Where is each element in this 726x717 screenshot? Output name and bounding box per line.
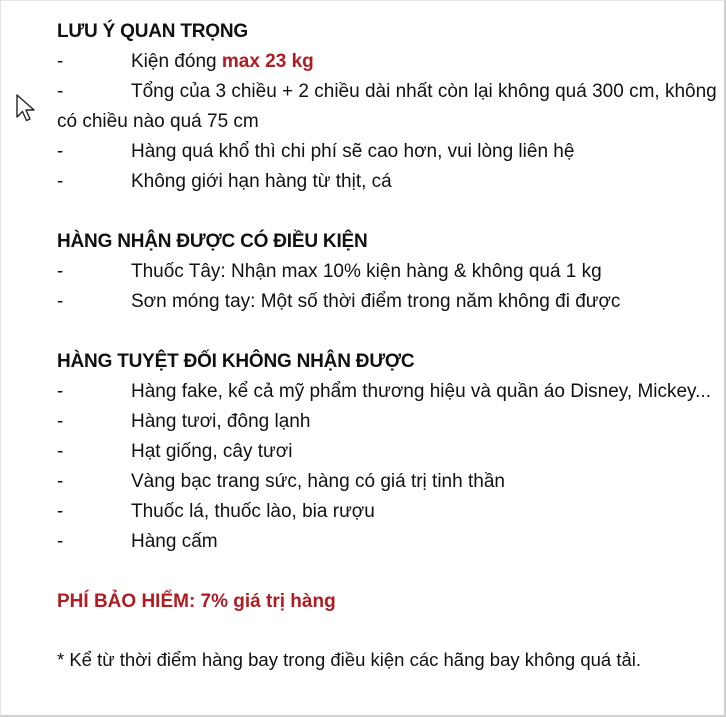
list-dash: - — [57, 171, 64, 192]
section-spacer — [57, 197, 717, 227]
list-dash: - — [57, 471, 64, 492]
item-text: Hạt giống, cây tươi — [131, 441, 293, 462]
item-text: Hàng tươi, đông lạnh — [131, 411, 311, 432]
list-item — [57, 77, 717, 137]
list-dash: - — [57, 381, 64, 402]
list-item — [57, 467, 717, 497]
item-text: Thuốc Tây: Nhận max 10% kiện hàng & không quá 1 kg — [131, 261, 602, 282]
list-item — [57, 257, 717, 287]
heading-conditional: HÀNG NHẬN ĐƯỢC CÓ ĐIỀU KIỆN — [57, 231, 368, 252]
section-spacer — [57, 557, 717, 587]
section-spacer — [57, 317, 717, 347]
list-dash: - — [57, 291, 64, 312]
mouse-pointer-icon — [15, 93, 37, 123]
list-dash: - — [57, 411, 64, 432]
list-dash: - — [57, 531, 64, 552]
list-dash: - — [57, 81, 64, 102]
item-text: Hàng quá khổ thì chi phí sẽ cao hơn, vui lòng liên hệ — [131, 141, 575, 162]
list-dash: - — [57, 501, 64, 522]
item-text: Tổng của 3 chiều + 2 chiều dài nhất còn lại không quá 300 cm, không có chiều nào quá 75 cm — [57, 81, 717, 132]
footnote: * Kể từ thời điểm hàng bay trong điều kiện các hãng bay không quá tải. — [57, 649, 642, 670]
list-item — [57, 167, 717, 197]
insurance-fee: PHÍ BẢO HIỂM: 7% giá trị hàng — [57, 591, 336, 612]
item-text: Không giới hạn hàng từ thịt, cá — [131, 171, 392, 192]
heading-prohibited: HÀNG TUYỆT ĐỐI KHÔNG NHẬN ĐƯỢC — [57, 351, 415, 372]
item-text: Hàng fake, kể cả mỹ phẩm thương hiệu và quần áo Disney, Mickey... — [131, 381, 711, 402]
list-item — [57, 377, 717, 407]
list-item — [57, 137, 717, 167]
list-item — [57, 527, 717, 557]
list-item — [57, 407, 717, 437]
item-text: Sơn móng tay: Một số thời điểm trong năm không đi được — [131, 291, 621, 312]
list-item — [57, 47, 717, 77]
list-dash: - — [57, 441, 64, 462]
list-dash: - — [57, 51, 64, 72]
item-text: Hàng cấm — [131, 531, 218, 552]
item-text: Vàng bạc trang sức, hàng có giá trị tinh thần — [131, 471, 505, 492]
list-item — [57, 437, 717, 467]
item-text: Thuốc lá, thuốc lào, bia rượu — [131, 501, 375, 522]
document-content — [57, 17, 717, 675]
list-item — [57, 287, 717, 317]
weight-limit-highlight: max 23 kg — [221, 51, 314, 72]
list-dash: - — [57, 261, 64, 282]
heading-important: LƯU Ý QUAN TRỌNG — [57, 21, 248, 42]
list-item — [57, 497, 717, 527]
section-spacer — [57, 617, 717, 645]
item-text: Kiện đóng — [131, 51, 222, 72]
list-dash: - — [57, 141, 64, 162]
